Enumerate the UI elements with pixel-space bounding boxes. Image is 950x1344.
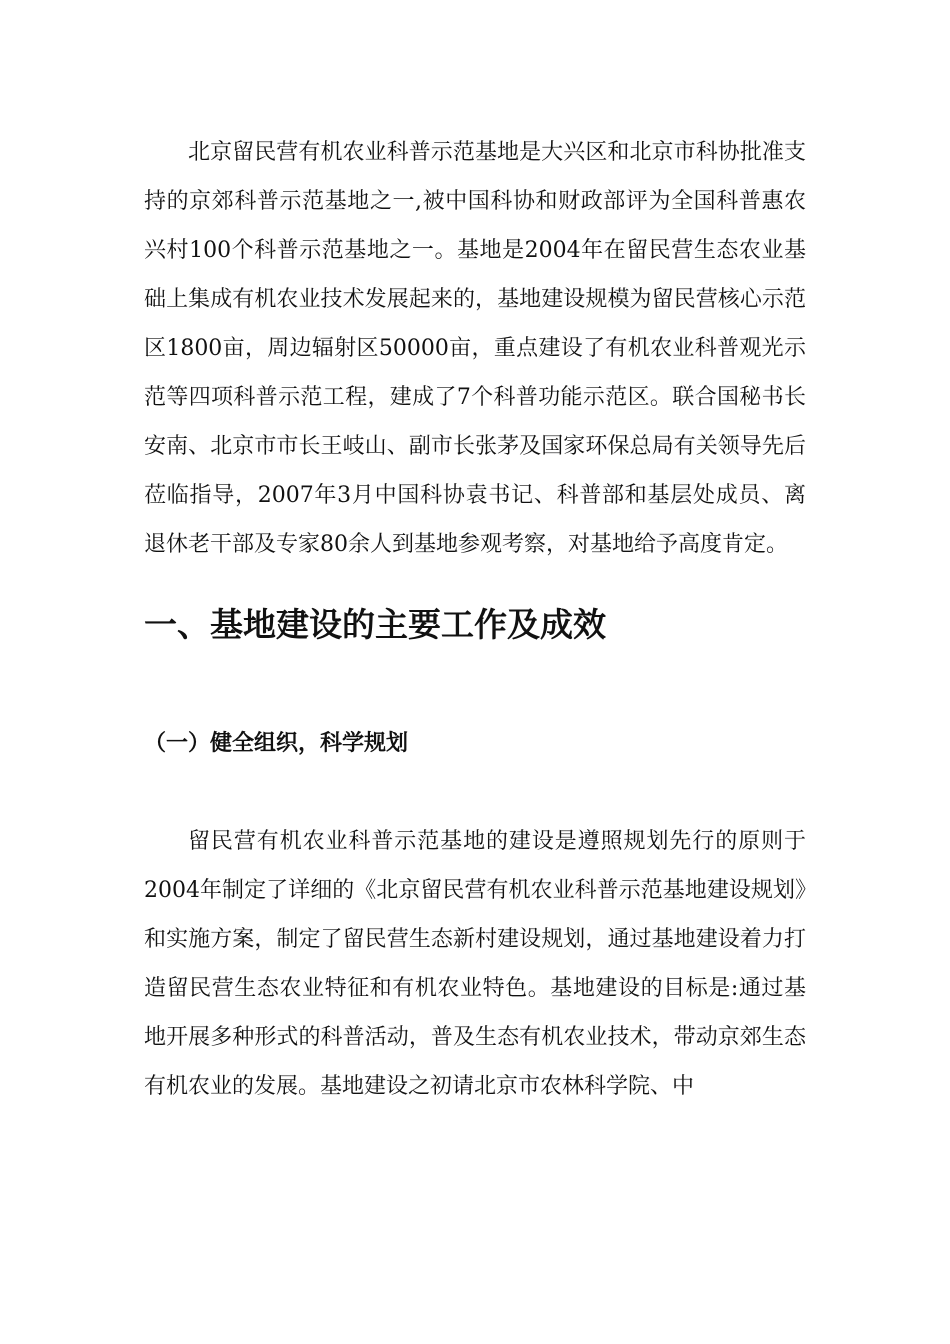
document-body: [144, 128, 806, 1111]
section-heading: 一、基地建设的主要工作及成效: [144, 605, 606, 644]
body-paragraph: 留民营有机农业科普示范基地的建设是遵照规划先行的原则于2004年制定了详细的《北京留民营有机农业科普示范基地建设规划》和实施方案，制定了留民营生态新村建设规划，通过基地建设着力打造留民营生态农业特征和有机农业特色。基地建设的目标是:通过基地开展多种形式的科普活动，普及生态有机农业技术，带动京郊生态有机农业的发展。基地建设之初请北京市农林科学院、中: [144, 829, 806, 1099]
subsection-heading: （一）健全组织，科学规划: [144, 731, 409, 756]
intro-paragraph: 北京留民营有机农业科普示范基地是大兴区和北京市科协批准支持的京郊科普示范基地之一,被中国科协和财政部评为全国科普惠农兴村100个科普示范基地之一。基地是2004年在留民营生态农业基础上集成有机农业技术发展起来的，基地建设规模为留民营核心示范区1800亩，周边辐射区50000亩，重点建设了有机农业科普观光示范等四项科普示范工程，建成了7个科普功能示范区。联合国秘书长安南、北京市市长王岐山、副市长张茅及国家环保总局有关领导先后莅临指导，2007年3月中国科协袁书记、科普部和基层处成员、离退休老干部及专家80余人到基地参观考察，对基地给予高度肯定。: [144, 140, 806, 557]
